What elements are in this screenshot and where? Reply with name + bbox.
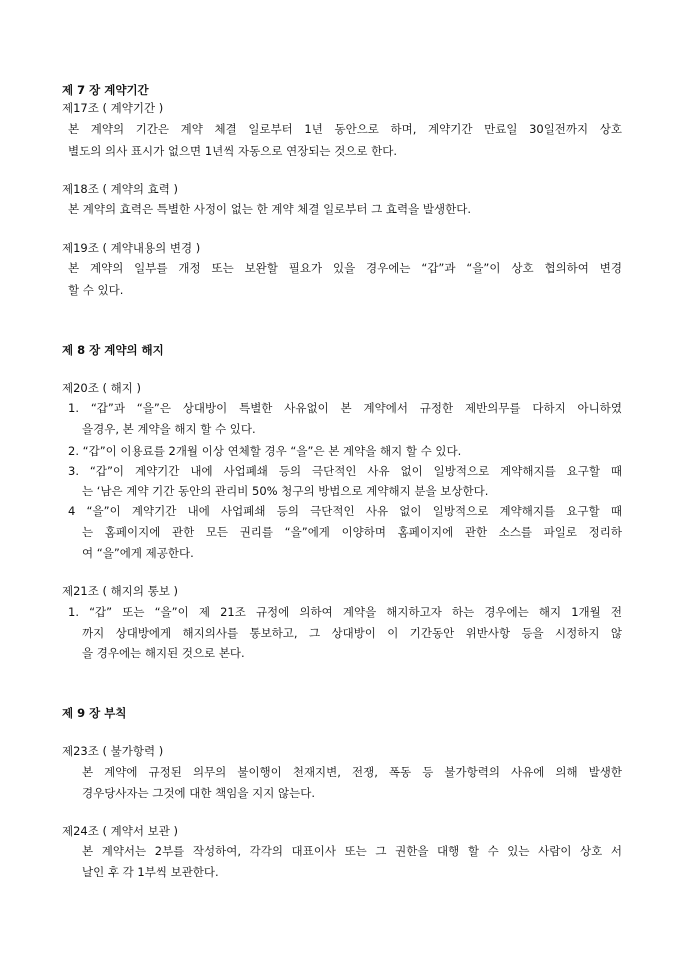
article-20-item-4-line-3: 여 “을”에게 제공한다. [82,546,194,560]
article-20-item-3-line-1: 3. “갑”이 계약기간 내에 사업폐쇄 등의 극단적인 사유 없이 일방적으로 계약해지를 요구할 때 [68,464,622,478]
article-17-line-1: 본 계약의 기간은 계약 체결 일로부터 1년 동안으로 하며, 계약기간 만료일 30일전까지 상호 [68,122,622,136]
article-18-title: 제18조 ( 계약의 효력 ) [62,182,178,196]
chapter-7-heading: 제 7 장 계약기간 [62,83,149,97]
article-17-title: 제17조 ( 계약기간 ) [62,101,164,115]
article-23-line-1: 본 계약에 규정된 의무의 불이행이 천재지변, 전쟁, 폭동 등 불가항력의 사유에 의해 발생한 [82,765,622,779]
article-21-line-3: 을 경우에는 해지된 것으로 본다. [82,646,245,660]
article-20-item-3-line-2: 는 ‘남은 계약 기간 동안의 관리비 50% 청구의 방법으로 계약해지 분을 보상한다. [82,484,489,498]
article-20-item-4-line-2: 는 홈페이지에 관한 모든 권리를 “을”에게 이양하며 홈페이지에 관한 소스를 파일로 정리하 [82,525,622,539]
chapter-8-heading: 제 8 장 계약의 해지 [62,343,164,357]
article-21-line-2: 까지 상대방에게 해지의사를 통보하고, 그 상대방이 이 기간동안 위반사항 등을 시정하지 않 [82,626,622,640]
article-17-line-2: 별도의 의사 표시가 없으면 1년씩 자동으로 연장되는 것으로 한다. [68,144,398,158]
article-21-title: 제21조 ( 해지의 통보 ) [62,584,178,598]
article-19-title: 제19조 ( 계약내용의 변경 ) [62,241,201,255]
chapter-9-heading: 제 9 장 부칙 [62,706,127,720]
article-24-title: 제24조 ( 계약서 보관 ) [62,824,178,838]
article-23-title: 제23조 ( 불가항력 ) [62,744,164,758]
article-19-line-2: 할 수 있다. [68,283,124,297]
article-20-item-2: 2. “갑”이 이용료를 2개월 이상 연체할 경우 “을”은 본 계약을 해지 할 수 있다. [68,444,462,458]
article-20-title: 제20조 ( 해지 ) [62,381,142,395]
article-24-line-2: 날인 후 각 1부씩 보관한다. [82,865,219,879]
article-24-line-1: 본 계약서는 2부를 작성하여, 각각의 대표이사 또는 그 권한을 대행 할 수 있는 사람이 상호 서 [82,844,622,858]
article-20-item-4-line-1: 4 “을”이 계약기간 내에 사업폐쇄 등의 극단적인 사유 없이 일방적으로 계약해지를 요구할 때 [68,504,622,518]
article-23-line-2: 경우당사자는 그것에 대한 책임을 지지 않는다. [82,786,316,800]
article-20-item-1-line-1: 1. “갑”과 “을”은 상대방이 특별한 사유없이 본 계약에서 규정한 제반의무를 다하지 아니하였 [68,401,622,415]
article-19-line-1: 본 계약의 일부를 개정 또는 보완할 필요가 있을 경우에는 “갑”과 “을”이 상호 협의하여 변경 [68,261,622,275]
article-18-line-1: 본 계약의 효력은 특별한 사정이 없는 한 계약 체결 일로부터 그 효력을 발생한다. [68,202,472,216]
article-20-item-1-line-2: 을경우, 본 계약을 해지 할 수 있다. [82,422,256,436]
article-21-line-1: 1. “갑” 또는 “을”이 제 21조 규정에 의하여 계약을 해지하고자 하는 경우에는 해지 1개월 전 [68,605,622,619]
